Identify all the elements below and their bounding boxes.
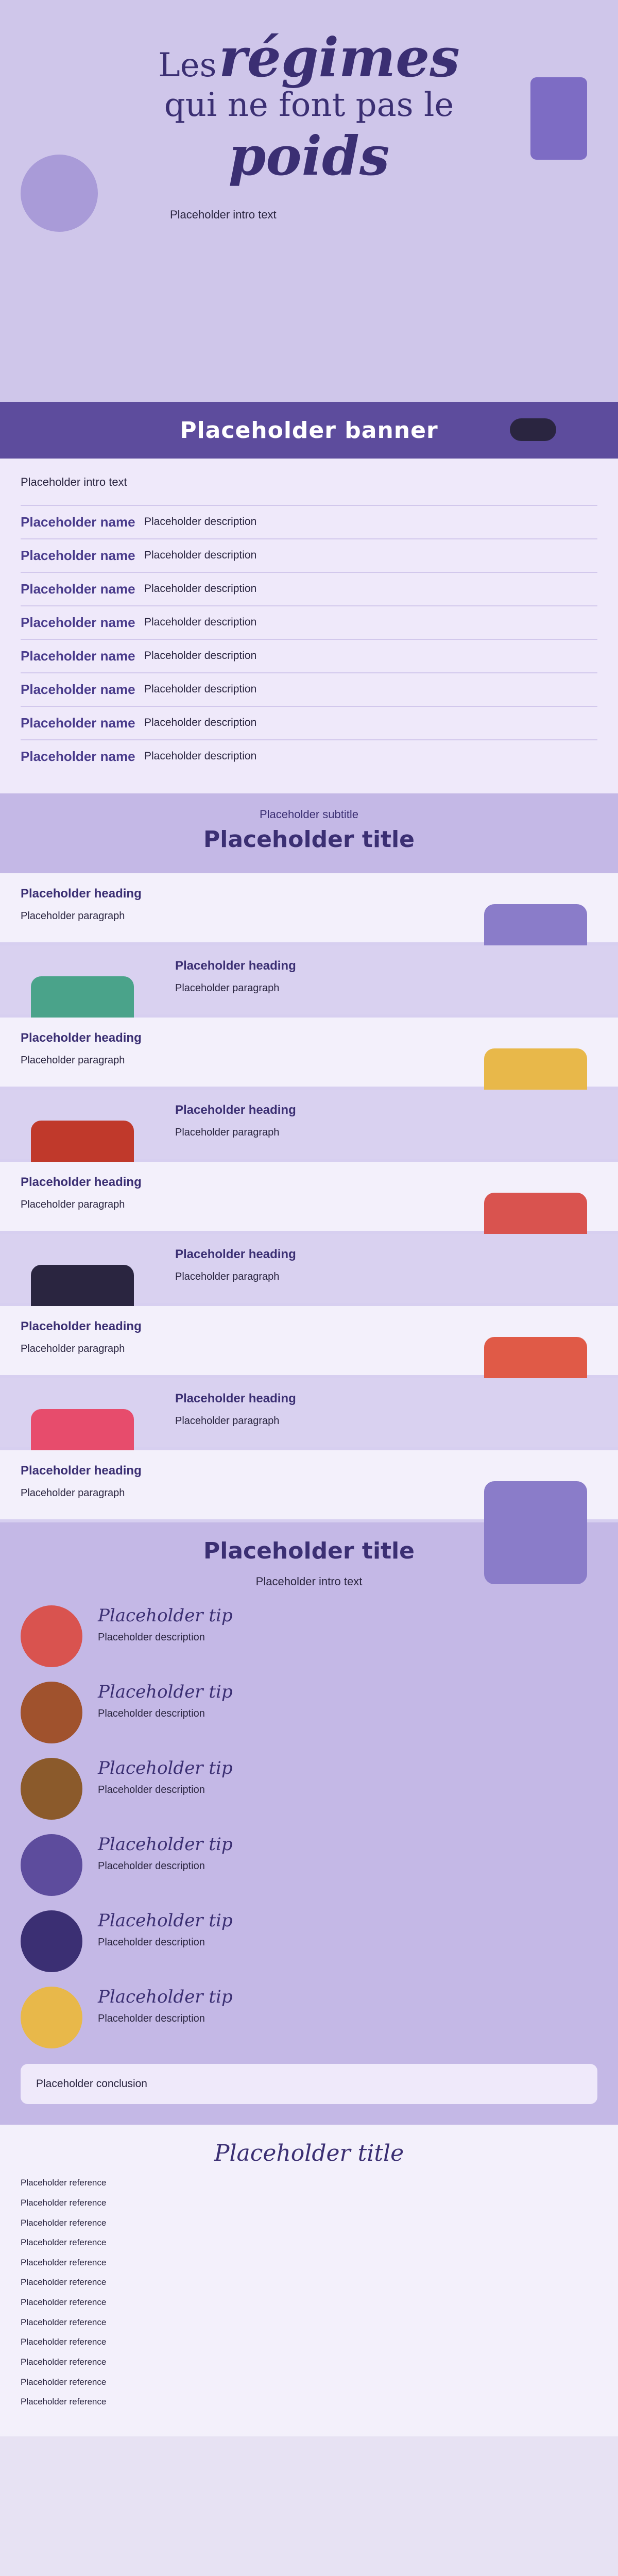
intro-paragraph: Placeholder intro text	[170, 208, 277, 221]
conclusion: Placeholder conclusion	[21, 2064, 597, 2104]
regime-item	[21, 639, 597, 672]
regime-item	[21, 706, 597, 739]
reference-item: Placeholder reference	[21, 2317, 107, 2327]
regime-name: Placeholder name	[21, 581, 135, 597]
regime-desc: Placeholder description	[144, 649, 257, 662]
promise-heading: Placeholder heading	[21, 1319, 142, 1333]
title-part-3: qui ne font pas le	[164, 86, 454, 124]
reference-item: Placeholder reference	[21, 2277, 107, 2287]
regime-name: Placeholder name	[21, 748, 135, 764]
tip-title: Placeholder tip	[98, 1605, 233, 1626]
promise-heading: Placeholder heading	[21, 1175, 142, 1189]
regime-item	[21, 572, 597, 605]
tip-title: Placeholder tip	[98, 1757, 233, 1778]
scale-illustration	[21, 155, 98, 232]
regime-desc: Placeholder description	[144, 549, 257, 561]
regime-desc: Placeholder description	[144, 616, 257, 628]
regimes-banner	[0, 402, 618, 459]
pan-icon	[21, 1682, 82, 1743]
regime-item	[21, 538, 597, 572]
tip-desc: Placeholder description	[98, 1936, 205, 1948]
tips-intro: Placeholder intro text	[255, 1574, 363, 1588]
promise-body: Placeholder paragraph	[21, 910, 125, 922]
promise-body: Placeholder paragraph	[175, 1270, 280, 1282]
regime-desc: Placeholder description	[144, 750, 257, 762]
promise-body: Placeholder paragraph	[21, 1054, 125, 1066]
tip-item	[21, 1987, 597, 2048]
reference-item: Placeholder reference	[21, 2238, 107, 2248]
regime-item	[21, 739, 597, 773]
tip-title: Placeholder tip	[98, 1986, 233, 2007]
page-title	[113, 26, 505, 188]
promise-body: Placeholder paragraph	[21, 1343, 125, 1354]
tip-desc: Placeholder description	[98, 1784, 205, 1795]
promise-heading: Placeholder heading	[175, 958, 296, 973]
promise-block	[0, 1090, 618, 1162]
regime-desc: Placeholder description	[144, 582, 257, 595]
promise-body: Placeholder paragraph	[175, 1415, 280, 1427]
reference-item: Placeholder reference	[21, 2337, 107, 2347]
references-section	[0, 2125, 618, 2436]
regime-desc: Placeholder description	[144, 683, 257, 695]
reference-item: Placeholder reference	[21, 2217, 107, 2228]
tip-desc: Placeholder description	[98, 1860, 205, 1872]
promise-heading: Placeholder heading	[175, 1391, 296, 1405]
promise-heading: Placeholder heading	[21, 886, 142, 901]
running-icon	[21, 1834, 82, 1896]
promise-block	[0, 1378, 618, 1450]
promise-block	[0, 1450, 618, 1522]
reference-item: Placeholder reference	[21, 2377, 107, 2387]
promise-heading: Placeholder heading	[175, 1247, 296, 1261]
tips-title: Placeholder title	[203, 1537, 415, 1564]
regime-item	[21, 605, 597, 639]
mechanism-title: Placeholder title	[203, 826, 415, 853]
regime-name: Placeholder name	[21, 614, 135, 630]
regime-name: Placeholder name	[21, 514, 135, 530]
promise-heading: Placeholder heading	[21, 1463, 142, 1478]
measuring-illustration	[530, 77, 587, 160]
regimes-title: Placeholder banner	[180, 417, 438, 444]
references-title: Placeholder title	[214, 2140, 404, 2167]
reference-item: Placeholder reference	[21, 2357, 107, 2367]
promise-block	[0, 1306, 618, 1378]
smiley-icon	[21, 1987, 82, 2048]
tip-title: Placeholder tip	[98, 1910, 233, 1931]
tip-desc: Placeholder description	[98, 1631, 205, 1643]
tip-title: Placeholder tip	[98, 1834, 233, 1855]
cookie-icon	[21, 1758, 82, 1820]
mechanism-subtitle: Placeholder subtitle	[259, 807, 358, 821]
tip-item	[21, 1682, 597, 1743]
question-icon	[484, 1481, 587, 1584]
strawberry-icon	[21, 1605, 82, 1667]
regimes-intro: Placeholder intro text	[21, 476, 127, 488]
regime-name: Placeholder name	[21, 547, 135, 563]
promise-block	[0, 945, 618, 1018]
tip-item	[21, 1910, 597, 1972]
regime-name: Placeholder name	[21, 715, 135, 731]
regime-item	[21, 505, 597, 538]
regime-desc: Placeholder description	[144, 515, 257, 528]
mechanism-banner	[0, 793, 618, 873]
tip-item	[21, 1758, 597, 1820]
promise-body: Placeholder paragraph	[21, 1198, 125, 1210]
title-part-4: poids	[228, 124, 390, 188]
sunglasses-icon	[510, 418, 556, 441]
header	[0, 0, 618, 402]
promise-heading: Placeholder heading	[175, 1103, 296, 1117]
regimes-section	[0, 459, 618, 793]
sleep-icon	[21, 1910, 82, 1972]
tip-title: Placeholder tip	[98, 1681, 233, 1702]
promise-heading: Placeholder heading	[21, 1030, 142, 1045]
reference-item: Placeholder reference	[21, 2197, 107, 2208]
title-part-2: régimes	[218, 26, 460, 89]
tip-desc: Placeholder description	[98, 2012, 205, 2024]
regime-name: Placeholder name	[21, 648, 135, 664]
title-part-1: Les	[158, 46, 217, 84]
reference-item: Placeholder reference	[21, 2257, 107, 2267]
tip-desc: Placeholder description	[98, 1707, 205, 1719]
reference-item: Placeholder reference	[21, 2297, 107, 2308]
promise-body: Placeholder paragraph	[175, 982, 280, 994]
tip-item	[21, 1605, 597, 1667]
reference-item: Placeholder reference	[21, 2397, 107, 2407]
reference-item: Placeholder reference	[21, 2178, 107, 2188]
promise-body: Placeholder paragraph	[21, 1487, 125, 1499]
regime-name: Placeholder name	[21, 681, 135, 697]
promise-block	[0, 1234, 618, 1306]
tips-section	[0, 1522, 618, 2125]
promise-block	[0, 1162, 618, 1234]
regime-item	[21, 672, 597, 706]
regime-desc: Placeholder description	[144, 716, 257, 728]
promise-block	[0, 873, 618, 945]
promise-body: Placeholder paragraph	[175, 1126, 280, 1138]
promise-block	[0, 1018, 618, 1090]
tip-item	[21, 1834, 597, 1896]
